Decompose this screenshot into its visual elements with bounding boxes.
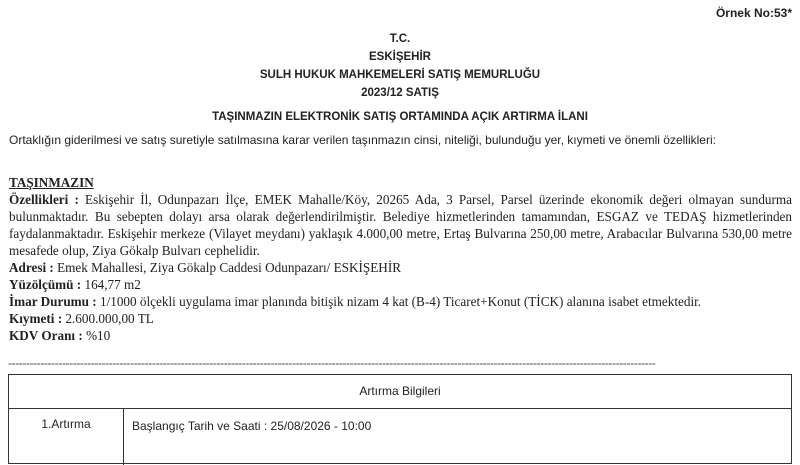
property-section	[9, 174, 792, 344]
property-vat	[9, 327, 792, 344]
auction-round-label: 1.Artırma	[9, 409, 124, 465]
header-tc: T.C.	[389, 33, 411, 45]
property-address	[9, 259, 792, 276]
auction-table	[8, 374, 792, 464]
announcement-title: TAŞINMAZIN ELEKTRONİK SATIŞ ORTAMINDA AÇIK ARTIRMA İLANI	[212, 111, 588, 123]
property-value	[9, 310, 792, 327]
header-sale-number: 2023/12 SATIŞ	[361, 87, 439, 99]
start-label: Başlangıç Tarih ve Saati :	[132, 419, 268, 433]
area-value: 164,77 m2	[84, 277, 141, 292]
auction-start	[132, 419, 371, 433]
value-amount: 2.600.000,00 TL	[65, 311, 154, 326]
separator-line: ------------------------------------------------------------------------------------------------------------------------------------------------------------------------------------	[8, 356, 656, 370]
example-number: Örnek No:53*	[715, 6, 792, 20]
area-label: Yüzölçümü :	[9, 277, 82, 292]
property-area	[9, 276, 792, 293]
address-label: Adresi :	[9, 260, 54, 275]
header-office: SULH HUKUK MAHKEMELERİ SATIŞ MEMURLUĞU	[259, 69, 541, 81]
features-label: Özellikleri :	[9, 192, 79, 207]
header-city: ESKİŞEHİR	[369, 51, 431, 63]
features-text: Eskişehir İl, Odunpazarı İlçe, EMEK Mahalle/Köy, 20265 Ada, 3 Parsel, Parsel üzerinde ekonomik değeri olmayan sundurma bulunmaktadır. Bu sebepten dolayı arsa olarak değerlendirilmiştir. Belediye hizmetlerinden tamamından, ESGAZ ve TEDAŞ hizmetlerinden faydalanmaktadır. Eskişehir merkeze (Vilayet meydanı) yaklaşık 4.000,00 metre, Ertaş Bulvarına 250,00 metre, Arabacılar Bulvarına 530,00 metre mesafede olup, Ziya Gökalp Bulvarı cephelidir.	[9, 192, 793, 258]
vat-label: KDV Oranı :	[9, 328, 83, 343]
zoning-value: 1/1000 ölçekli uygulama imar planında bitişik nizam 4 kat (B-4) Ticaret+Konut (TİCK) alanına isabet etmektedir.	[99, 294, 702, 309]
intro-text: Ortaklığın giderilmesi ve satış suretiyle satılmasına karar verilen taşınmazın cinsi, niteliği, bulunduğu yer, kıymeti ve önemli özellikleri:	[9, 133, 716, 147]
auction-table-title: Artırma Bilgileri	[9, 375, 791, 409]
property-section-title: TAŞINMAZIN	[9, 175, 94, 190]
vat-value: %10	[86, 328, 111, 343]
property-features	[9, 191, 792, 259]
address-value: Emek Mahallesi, Ziya Gökalp Caddesi Odunpazarı/ ESKİŞEHİR	[57, 260, 402, 275]
property-zoning	[9, 293, 792, 310]
table-row	[9, 409, 791, 465]
start-value: 25/08/2026 - 10:00	[270, 419, 372, 433]
zoning-label: İmar Durumu :	[9, 294, 97, 309]
value-label: Kıymeti :	[9, 311, 63, 326]
